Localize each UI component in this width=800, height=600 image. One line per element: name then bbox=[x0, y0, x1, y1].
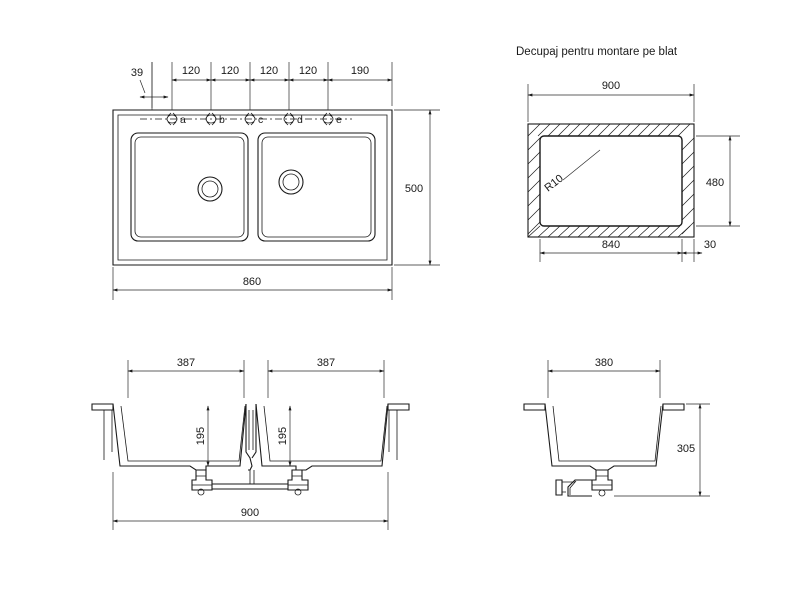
side-outlet-pipe bbox=[556, 480, 592, 496]
dim-387-right: 387 bbox=[316, 357, 336, 369]
dim-edge-offset: 39 bbox=[130, 67, 144, 79]
hole-label-a: a bbox=[180, 114, 186, 126]
top-dim-chain bbox=[172, 65, 392, 80]
dim-side-height bbox=[614, 404, 710, 496]
dim-195-left: 195 bbox=[195, 426, 207, 446]
dim-width-860: 860 bbox=[242, 276, 262, 288]
dim-cutout-outer-width bbox=[528, 80, 694, 122]
dim-front-bowls bbox=[128, 357, 384, 398]
waste-fitting-left bbox=[192, 470, 212, 495]
cutout-view bbox=[516, 46, 740, 262]
dim-30-cutout: 30 bbox=[703, 239, 717, 251]
side-section-view bbox=[524, 357, 710, 496]
hole-label-e: e bbox=[336, 114, 342, 126]
dim-cutout-height bbox=[696, 136, 740, 226]
dim-width-group bbox=[113, 267, 392, 300]
dim-380-side: 380 bbox=[594, 357, 614, 369]
dim-radius-r10: R10 bbox=[542, 172, 566, 195]
dim-side-width bbox=[548, 357, 660, 398]
top-view bbox=[113, 62, 440, 300]
dim-cutout-bottom bbox=[540, 239, 716, 262]
dim-edge-offset-group bbox=[131, 62, 168, 110]
dim-hole-1: 120 bbox=[181, 65, 201, 77]
dim-900-front: 900 bbox=[240, 507, 260, 519]
dim-305-side: 305 bbox=[676, 443, 696, 455]
hole-label-c: c bbox=[258, 114, 264, 126]
dim-hole-3: 120 bbox=[259, 65, 279, 77]
waste-fitting-right bbox=[288, 470, 308, 495]
dim-387-left: 387 bbox=[176, 357, 196, 369]
dim-hole-2: 120 bbox=[220, 65, 240, 77]
front-section-view bbox=[92, 357, 409, 530]
cutout-title: Decupaj pentru montare pe blat bbox=[516, 46, 678, 58]
dim-195-right: 195 bbox=[277, 426, 289, 446]
radius-callout bbox=[542, 150, 600, 194]
dim-hole-4: 120 bbox=[298, 65, 318, 77]
dim-front-overall bbox=[113, 472, 388, 530]
hole-label-d: d bbox=[297, 114, 303, 126]
dim-480-cutout: 480 bbox=[705, 177, 725, 189]
dim-840-cutout: 840 bbox=[601, 239, 621, 251]
hole-label-b: b bbox=[219, 114, 225, 126]
side-waste-fitting bbox=[592, 470, 612, 496]
dim-900-cutout: 900 bbox=[601, 80, 621, 92]
dim-depth-500: 500 bbox=[404, 183, 424, 195]
dim-hole-5: 190 bbox=[350, 65, 370, 77]
dim-depth-group bbox=[394, 110, 440, 265]
